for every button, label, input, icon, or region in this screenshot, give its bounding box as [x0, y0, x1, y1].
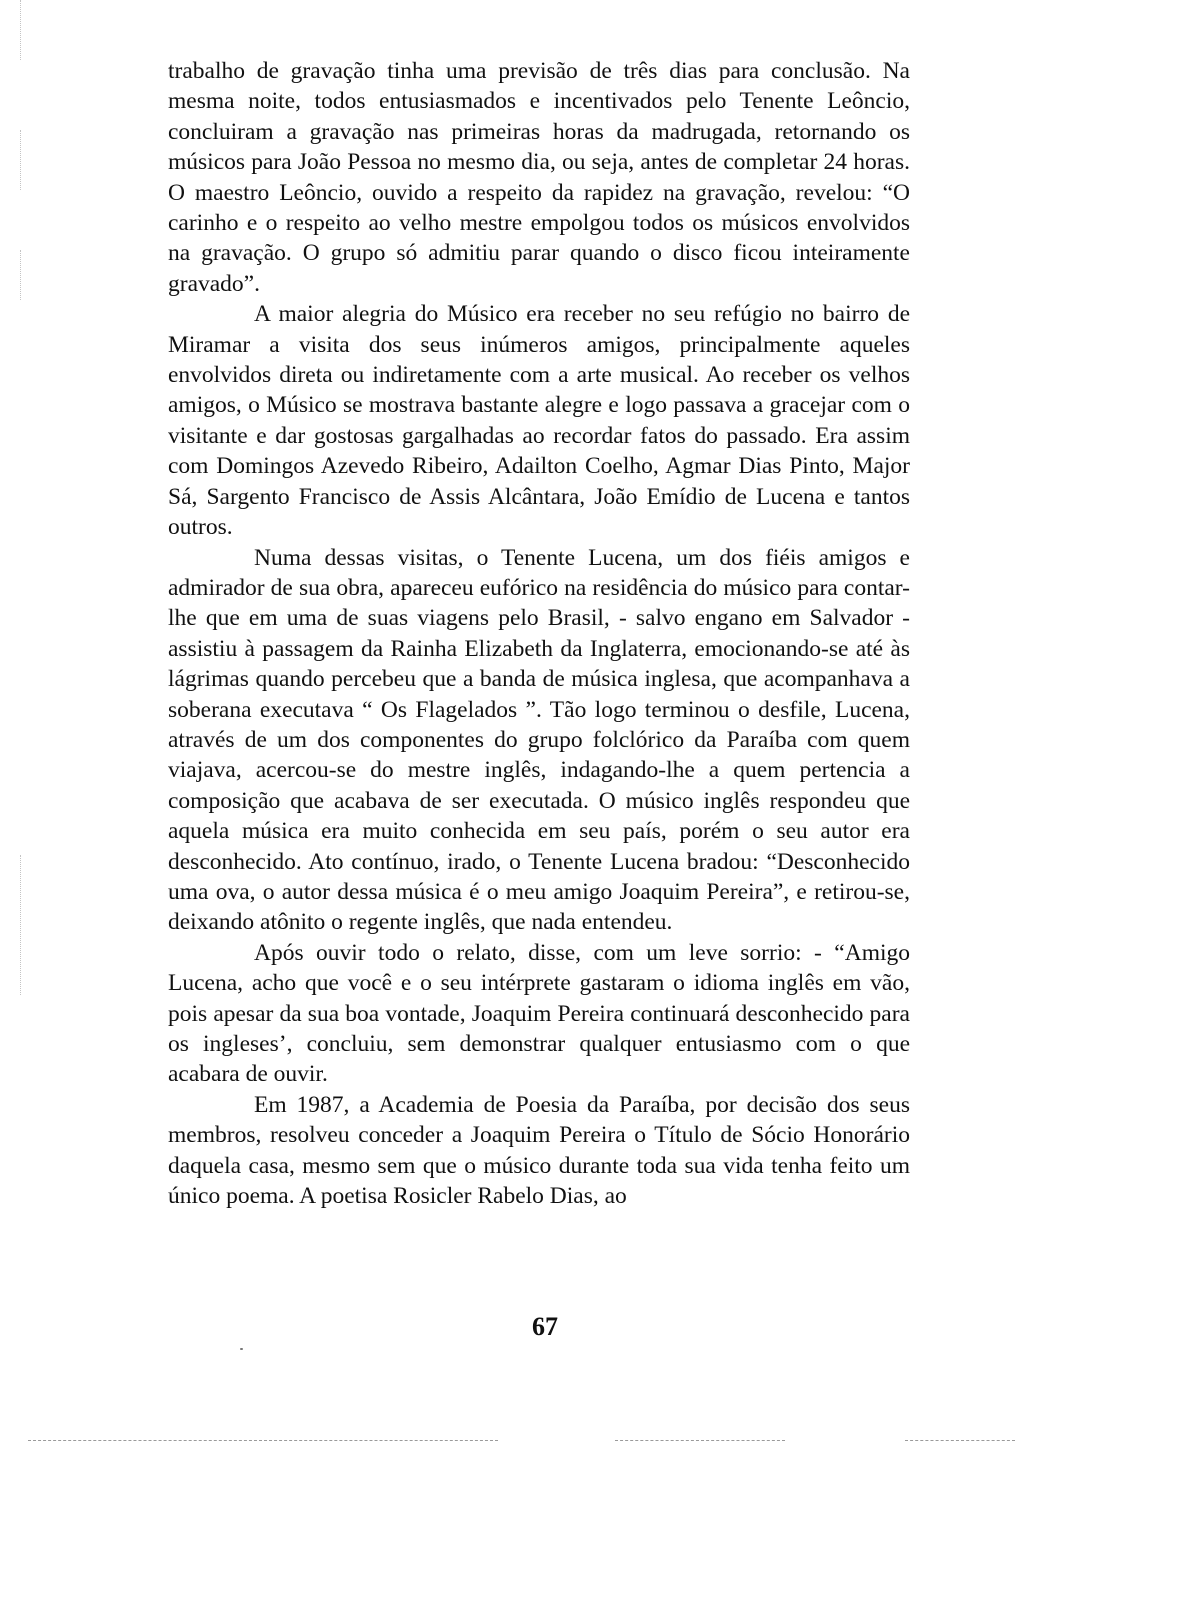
scan-margin-marks-middle: [20, 250, 22, 300]
paragraph-4: Após ouvir todo o relato, disse, com um leve sorrio: - “Amigo Lucena, acho que você e o seu intérprete gastaram o idioma inglês em vão, pois apesar da sua boa vontade, Joaquim Pereira continuará desconhecido para os ingleses’, concluiu, sem demonstrar qualquer entusiasmo com o que acabara de ouvir.: [168, 939, 910, 1088]
scan-margin-marks-upper: [20, 130, 22, 190]
paragraph-5: Em 1987, a Academia de Poesia da Paraíba, por decisão dos seus membros, resolveu conceder a Joaquim Pereira o Título de Sócio Honorário daquela casa, mesmo sem que o músico durante toda sua vida tenha feito um único poema. A poetisa Rosicler Rabelo Dias, ao: [168, 1091, 910, 1210]
scan-edge-line-left: [28, 1440, 498, 1441]
scan-edge-line-center: [615, 1440, 785, 1441]
paragraph-1: trabalho de gravação tinha uma previsão de três dias para conclusão. Na mesma noite, todos entusiasmados e incentivados pelo Tenente Leôncio, concluiram a gravação nas primeiras horas da madrugada, retornando os músicos para João Pessoa no mesmo dia, ou seja, antes de completar 24 horas. O maestro Leôncio, ouvido a respeito da rapidez na gravação, revelou: “O carinho e o respeito ao velho mestre empolgou todos os músicos envolvidos na gravação. O grupo só admitiu parar quando o disco ficou inteiramente gravado”.: [168, 58, 910, 297]
scan-edge-line-right: [905, 1440, 1015, 1441]
paragraph-3: Numa dessas visitas, o Tenente Lucena, um dos fiéis amigos e admirador de sua obra, apareceu eufórico na residência do músico para contar-lhe que em uma de suas viagens pelo Brasil, - salvo engano em Salvador - assistiu à passagem da Rainha Elizabeth da Inglaterra, emocionando-se até às lágrimas quando percebeu que a banda de música inglesa, que acompanhava a soberana executava “ Os Flagelados ”. Tão logo terminou o desfile, Lucena, através de um dos componentes do grupo folclórico da Paraíba com quem viajava, acercou-se do mestre inglês, indagando-lhe a quem pertencia a composição que acabava de ser executada. O músico inglês respondeu que aquela música era muito conhecida em seu país, porém o seu autor era desconhecido. Ato contínuo, irado, o Tenente Lucena bradou: “Desconhecido uma ova, o autor dessa música é o meu amigo Joaquim Pereira”, e retirou-se, deixando atônito o regente inglês, que nada entendeu.: [168, 544, 910, 936]
paragraph-2: A maior alegria do Músico era receber no seu refúgio no bairro de Miramar a visita dos seus inúmeros amigos, principalmente aqueles envolvidos direta ou indiretamente com a arte musical. Ao receber os velhos amigos, o Músico se mostrava bastante alegre e logo passava a gracejar com o visitante e dar gostosas gargalhadas ao recordar fatos do passado. Era assim com Domingos Azevedo Ribeiro, Adailton Coelho, Agmar Dias Pinto, Major Sá, Sargento Francisco de Assis Alcântara, João Emídio de Lucena e tantos outros.: [168, 301, 910, 541]
scan-margin-marks-top: [20, 0, 22, 60]
page-number: 67: [532, 1312, 558, 1341]
scan-speck: [240, 1348, 243, 1350]
body-text: [168, 56, 910, 1211]
scan-margin-marks-lower: [20, 855, 22, 995]
